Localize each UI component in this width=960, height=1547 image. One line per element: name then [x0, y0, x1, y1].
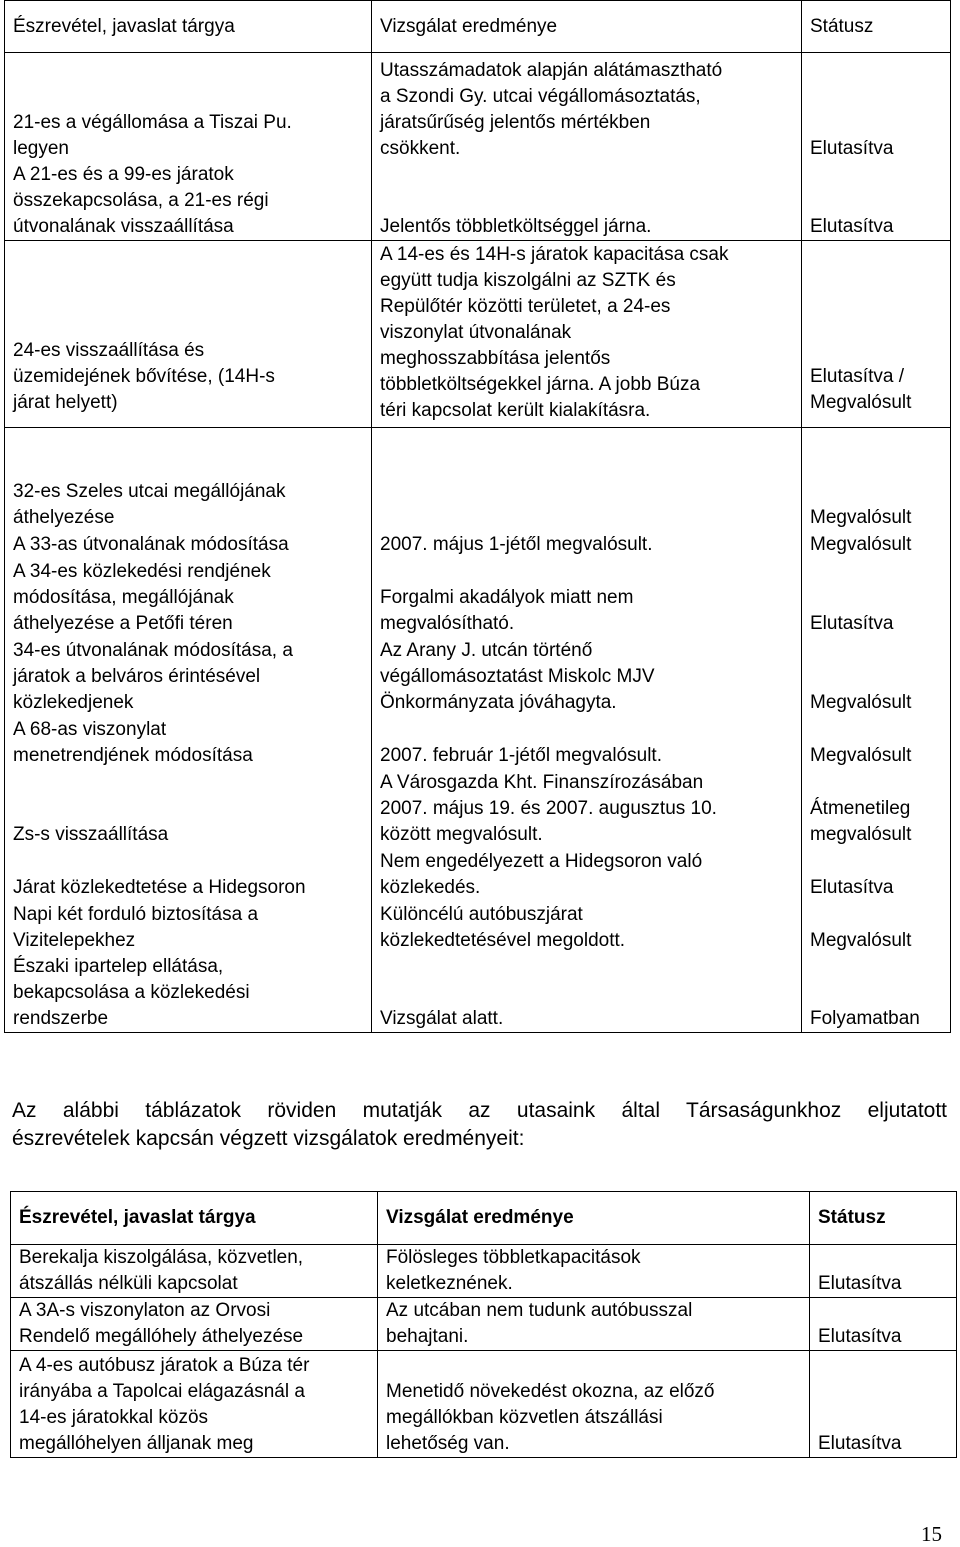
row-status: Megvalósult	[802, 531, 951, 558]
header-status: Státusz	[802, 1, 951, 53]
table-row	[5, 53, 951, 162]
header-subject: Észrevétel, javaslat tárgya	[5, 1, 372, 53]
row-result: Menetidő növekedést okozna, az előző megállókban közvetlen átszállási lehetőség van.	[378, 1351, 810, 1458]
row-subject: Járat közlekedtetése a Hidegsoron	[5, 848, 372, 901]
row-result: A 14-es és 14H-s járatok kapacitása csak együtt tudja kiszolgálni az SZTK és Repülőtér közötti területet, a 24-es viszonylat útvonalának meghosszabbítása jelentős többletköltségekkel járna. A jobb Búza téri kapcsolat került kialakításra.	[372, 241, 802, 428]
results-table-2	[10, 1191, 957, 1458]
table-row	[5, 848, 951, 901]
row-result: Nem engedélyezett a Hidegsoron való közlekedés.	[372, 848, 802, 901]
row-subject: 24-es visszaállítása és üzemidejének bővítése, (14H-s járat helyett)	[5, 241, 372, 428]
table-row	[5, 637, 951, 716]
row-subject: Zs-s visszaállítása	[5, 769, 372, 848]
row-result: 2007. május 1-jétől megvalósult.	[372, 531, 802, 558]
row-subject: A 34-es közlekedési rendjének módosítása, megállójának áthelyezése a Petőfi téren	[5, 558, 372, 637]
row-subject: Berekalja kiszolgálása, közvetlen, átszállás nélküli kapcsolat	[11, 1245, 378, 1298]
row-status: Elutasítva	[802, 53, 951, 162]
page-number: 15	[921, 1522, 942, 1546]
row-status: Elutasítva	[802, 848, 951, 901]
table-row	[5, 901, 951, 954]
intro-line: Az alábbi táblázatok röviden mutatják az utasaink által Társaságunkhoz eljutatott	[12, 1099, 947, 1122]
header-result: Vizsgálat eredménye	[372, 1, 802, 53]
row-status: Elutasítva	[802, 558, 951, 637]
header-subject: Észrevétel, javaslat tárgya	[11, 1192, 378, 1245]
row-result: Vizsgálat alatt.	[372, 954, 802, 1033]
row-result: Az Arany J. utcán történő végállomásoztatást Miskolc MJV Önkormányzata jóváhagyta.	[372, 637, 802, 716]
row-result	[372, 428, 802, 531]
table-row	[5, 241, 951, 428]
row-subject: 34-es útvonalának módosítása, a járatok a belváros érintésével közlekedjenek	[5, 637, 372, 716]
row-subject: A 68-as viszonylat menetrendjének módosítása	[5, 716, 372, 769]
row-status: Megvalósult	[802, 428, 951, 531]
row-status: Elutasítva	[802, 162, 951, 241]
row-result: Az utcában nem tudunk autóbusszal behajtani.	[378, 1298, 810, 1351]
header-result: Vizsgálat eredménye	[378, 1192, 810, 1245]
table-header-row	[5, 1, 951, 53]
results-table-1	[4, 0, 951, 1033]
row-subject: Napi két forduló biztosítása a Vizitelepekhez	[5, 901, 372, 954]
row-subject: 21-es a végállomása a Tiszai Pu. legyen	[5, 53, 372, 162]
row-result: Különcélú autóbuszjárat közlekedtetésével megoldott.	[372, 901, 802, 954]
row-result: Jelentős többletköltséggel járna.	[372, 162, 802, 241]
intro-line: észrevételek kapcsán végzett vizsgálatok eredményeit:	[12, 1127, 525, 1150]
row-result: Utasszámadatok alapján alátámasztható a Szondi Gy. utcai végállomásoztatás, járatsűrűség jelentős mértékben csökkent.	[372, 53, 802, 162]
table-row	[5, 716, 951, 769]
table-row	[5, 531, 951, 558]
row-subject: A 33-as útvonalának módosítása	[5, 531, 372, 558]
row-status: Elutasítva	[810, 1245, 957, 1298]
row-status: Elutasítva / Megvalósult	[802, 241, 951, 428]
row-status: Elutasítva	[810, 1298, 957, 1351]
row-result: A Városgazda Kht. Finanszírozásában 2007. május 19. és 2007. augusztus 10. között megvalósult.	[372, 769, 802, 848]
row-subject: A 21-es és a 99-es járatok összekapcsolása, a 21-es régi útvonalának visszaállítása	[5, 162, 372, 241]
row-result: Forgalmi akadályok miatt nem megvalósítható.	[372, 558, 802, 637]
table-row	[5, 558, 951, 637]
row-status: Átmenetileg megvalósult	[802, 769, 951, 848]
intro-paragraph	[12, 1097, 947, 1153]
row-subject: A 4-es autóbusz járatok a Búza tér irányába a Tapolcai elágazásnál a 14-es járatokkal közös megállóhelyen álljanak meg	[11, 1351, 378, 1458]
table-row	[11, 1298, 957, 1351]
table-header-row	[11, 1192, 957, 1245]
row-subject: 32-es Szeles utcai megállójának áthelyezése	[5, 428, 372, 531]
row-status: Megvalósult	[802, 901, 951, 954]
table-row	[5, 428, 951, 531]
row-status: Megvalósult	[802, 716, 951, 769]
row-result: Fölösleges többletkapacitások keletkeznének.	[378, 1245, 810, 1298]
table-row	[5, 769, 951, 848]
table-row	[5, 162, 951, 241]
table-row	[5, 954, 951, 1033]
row-subject: Északi ipartelep ellátása, bekapcsolása a közlekedési rendszerbe	[5, 954, 372, 1033]
row-status: Megvalósult	[802, 637, 951, 716]
header-status: Státusz	[810, 1192, 957, 1245]
row-status: Elutasítva	[810, 1351, 957, 1458]
row-status: Folyamatban	[802, 954, 951, 1033]
table-row	[11, 1245, 957, 1298]
row-subject: A 3A-s viszonylaton az Orvosi Rendelő megállóhely áthelyezése	[11, 1298, 378, 1351]
table-row	[11, 1351, 957, 1458]
row-result: 2007. február 1-jétől megvalósult.	[372, 716, 802, 769]
